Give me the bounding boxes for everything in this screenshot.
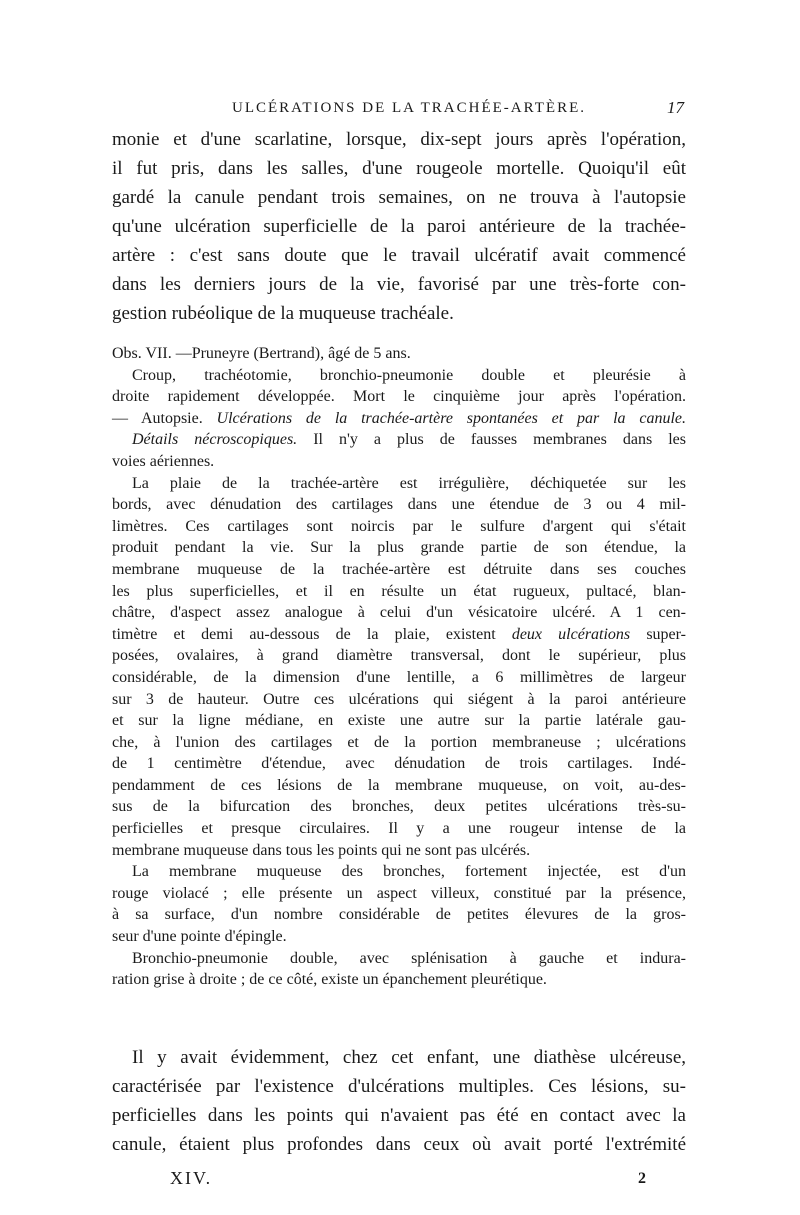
folio-number: 17 — [667, 98, 684, 117]
paragraph-continuation — [112, 125, 686, 328]
paragraph-commentary — [112, 1043, 686, 1159]
text-line: Il y avait évidemment, chez cet enfant, une diathèse ulcéreuse, — [132, 1047, 686, 1068]
text-line: droite rapidement développée. Mort le cinquième jour après l'opération. — [112, 388, 686, 406]
text-line: de 1 centimètre d'étendue, avec dénudation de trois cartilages. Indé- — [112, 755, 686, 773]
text-line: considérable, de la dimension d'une lentille, a 6 millimètres de largeur — [112, 668, 686, 686]
text-line: qu'une ulcération superficielle de la paroi antérieure de la trachée- — [112, 216, 686, 237]
text-line: seur d'une pointe d'épingle. — [112, 928, 287, 946]
text-line: Croup, trachéotomie, bronchio-pneumonie double et pleurésie à — [132, 366, 686, 384]
text-line: caractérisée par l'existence d'ulcérations multiples. Ces lésions, su- — [112, 1076, 686, 1097]
running-title: ULCÉRATIONS DE LA TRACHÉE-ARTÈRE. — [232, 100, 586, 116]
text-line: à sa surface, d'un nombre considérable de petites élevures de la gros- — [112, 906, 686, 924]
text-line: limètres. Ces cartilages sont noircis par le sulfure d'argent qui s'était — [112, 517, 686, 535]
details-line — [112, 429, 686, 451]
signature-mark: XIV. — [170, 1168, 213, 1188]
text-line: posées, ovalaires, à grand diamètre transversal, dont le supérieur, plus — [112, 647, 686, 665]
text-line: rouge violacé ; elle présente un aspect villeux, constitué par la présence, — [112, 884, 686, 902]
text-line: produit pendant la vie. Sur la plus grande partie de son étendue, la — [112, 539, 686, 557]
text-line: canule, étaient plus profondes dans ceux où avait porté l'extrémité — [112, 1134, 686, 1155]
text-line: bords, avec dénudation des cartilages dans une étendue de 3 ou 4 mil- — [112, 496, 686, 514]
text-line: La membrane muqueuse des bronches, fortement injectée, est d'un — [132, 863, 686, 881]
details-label: Détails nécroscopiques. — [132, 431, 298, 449]
text-line: perficielles et presque circulaires. Il y a une rougeur intense de la — [112, 820, 686, 838]
text-line: monie et d'une scarlatine, lorsque, dix-sept jours après l'opération, — [112, 129, 686, 150]
autopsy-italic: Ulcérations de la trachée-artère spontanées et par la canule. — [216, 409, 687, 427]
text-line: che, à l'union des cartilages et de la portion membraneuse ; ulcérations — [112, 733, 686, 751]
text-line: perficielles dans les points qui n'avaient pas été en contact avec la — [112, 1105, 686, 1126]
text-fragment: timètre et demi au-dessous de la plaie, existent — [112, 625, 512, 643]
text-line: dans les derniers jours de la vie, favorisé par une très-forte con- — [112, 274, 686, 295]
text-line: pendamment de ces lésions de la membrane muqueuse, on voit, au-des- — [112, 776, 686, 794]
text-line: Bronchio-pneumonie double, avec splénisation à gauche et indura- — [132, 949, 686, 967]
text-line: il fut pris, dans les salles, d'une rougeole mortelle. Quoiqu'il eût — [112, 158, 686, 179]
text-line: La plaie de la trachée-artère est irrégulière, déchiquetée sur les — [132, 474, 686, 492]
text-line: gestion rubéolique de la muqueuse trachéale. — [112, 303, 454, 324]
text-line: sus de la bifurcation des bronches, deux petites ulcérations très-su- — [112, 798, 686, 816]
autopsy-line — [112, 408, 686, 430]
text-line: artère : c'est sans doute que le travail ulcératif avait commencé — [112, 245, 686, 266]
italic-fragment: deux ulcérations — [511, 625, 631, 643]
text-line: et sur la ligne médiane, en existe une autre sur la partie latérale gau- — [112, 712, 686, 730]
observation-block — [112, 343, 686, 991]
text-line: sur 3 de hauteur. Outre ces ulcérations qui siégent à la paroi antérieure — [112, 690, 686, 708]
text-line: membrane muqueuse dans tous les points qui ne sont pas ulcérés. — [112, 841, 531, 859]
text-fragment: super- — [630, 625, 686, 643]
text-line: châtre, d'aspect assez analogue à celui d'un vésicatoire ulcéré. A 1 cen- — [112, 604, 686, 622]
text-line: les plus superficielles, et il en résulte un état rugueux, pultacé, blan- — [112, 582, 686, 600]
text-line: membrane muqueuse de la trachée-artère est détruite dans ses couches — [112, 560, 686, 578]
details-text: Il n'y a plus de fausses membranes dans les — [297, 431, 687, 449]
signature-number: 2 — [638, 1170, 646, 1187]
text-line: ration grise à droite ; de ce côté, existe un épanchement pleurétique. — [112, 971, 547, 989]
deux-ulcerations-line — [112, 624, 686, 646]
text-line: voies aériennes. — [112, 452, 215, 470]
observation-heading: Obs. VII. —Pruneyre (Bertrand), âgé de 5 ans. — [112, 345, 411, 362]
autopsy-label: — Autopsie. — [112, 409, 203, 427]
text-line: gardé la canule pendant trois semaines, on ne trouva à l'autopsie — [112, 187, 686, 208]
